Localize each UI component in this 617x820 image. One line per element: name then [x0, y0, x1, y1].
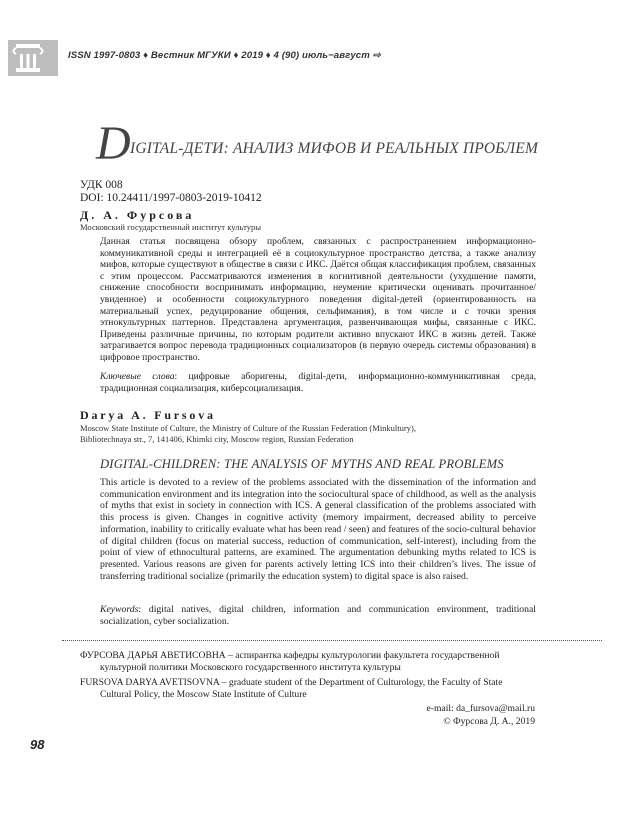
keywords-text-ru: : цифровые аборигены, digital-дети, информационно-коммуникативная среда, традиционная социализация, киберсоциализация.: [100, 371, 536, 394]
title-rest: IGITAL-ДЕТИ: АНАЛИЗ МИФОВ И РЕАЛЬНЫХ ПРОБЛЕМ: [130, 140, 539, 157]
bio-ru-line-1: ФУРСОВА ДАРЬЯ АВЕТИСОВНА – аспирантка кафедры культурологии факультета государственной: [80, 650, 500, 661]
copyright: © Фурсова Д. А., 2019: [443, 716, 535, 727]
article-title-ru: [96, 117, 566, 176]
keywords-text-en: : digital natives, digital children, information and communication environment, traditional socialization, cyber socialization.: [100, 604, 536, 627]
journal-header: ISSN 1997-0803 ♦ Вестник МГУКИ ♦ 2019 ♦ 4 (90) июль−август ⇨: [68, 50, 381, 61]
keywords-ru: [100, 371, 536, 394]
doi: DOI: 10.24411/1997-0803-2019-10412: [80, 192, 262, 204]
author-name-en: Darya A. Fursova: [80, 408, 216, 422]
keywords-label-ru: Ключевые слова: [100, 371, 175, 382]
affiliation-line-1: Moscow State Institute of Culture, the Ministry of Culture of the Russian Federation (Minkultury),: [80, 423, 416, 433]
author-bio-en: [80, 677, 540, 700]
author-bio-ru: [80, 650, 540, 673]
bio-ru-line-2: культурной политики Московского государственного института культуры: [100, 661, 401, 673]
author-name-ru: Д. А. Фурсова: [80, 208, 195, 222]
abstract-ru: Данная статья посвящена обзору проблем, связанных с распространением информационно-коммуникативной среды и интеграцией её в социокультурное пространство детства, а также анализу мифов, которые существуют в обществе в связи с ИКС. Даётся общая классификация проблем, связанных с этим процессом. Рассматриваются изменения в когнитивной деятельности (ухудшение памяти, снижение способности воспринимать информацию, неумение критически оценивать прочитанное/увиденное) и особенности социокультурного поведения digital-детей (ориентированность на материальный успех, редуцирование общения, сельфимания), в том числе и с точки зрения этнокультурных паттернов. Представлена аргументация, развенчивающая мифы, связанные с ИКС. Приведены различные причины, по которым родители активно впускают ИКС в жизнь детей. Также затрагивается вопрос перевода традиционных социализаторов (в первую очередь системы образования) в цифровое пространство.: [100, 236, 536, 363]
page-number: 98: [30, 737, 45, 752]
keywords-en: [100, 604, 536, 627]
bio-en-line-1: FURSOVA DARYA AVETISOVNA – graduate student of the Department of Culturology, the Faculty of State: [80, 677, 503, 688]
author-email: e-mail: da_fursova@mail.ru: [426, 703, 535, 714]
affiliation-line-2: Bibliotechnaya str., 7, 141406, Khimki city, Moscow region, Russian Federation: [80, 434, 354, 444]
author-affiliation-en: [80, 423, 520, 445]
title-initial: D: [96, 117, 131, 170]
keywords-label-en: Keywords: [100, 604, 139, 615]
udk: УДК 008: [80, 179, 123, 191]
article-title-en: DIGITAL-CHILDREN: THE ANALYSIS OF MYTHS AND REAL PROBLEMS: [100, 457, 504, 471]
journal-logo-icon: [8, 40, 58, 76]
abstract-en: This article is devoted to a review of the problems associated with the dissemination of the information and communication environment and its integration into the sociocultural space of childhood, as well as the analysis of myths that exist in society in connection with ICS. A general classification of the problems associated with this process is given. Changes in cognitive activity (memory impairment, decreased ability to perceive information, inability to critically evaluate what has been read / seen) and features of the socio-cultural behavior of digital children (focus on material success, reduction of communication, self-interest), including from the point of view of ethnocultural patterns, are examined. The argumentation debunking myths related to ICS is presented. Various reasons are given for parents actively letting ICS into their children’s lives. The issue of transferring traditional socialize (primarily the education system) to digital space is also raised.: [100, 477, 536, 582]
section-divider: [62, 640, 602, 641]
bio-en-line-2: Cultural Policy, the Moscow State Institute of Culture: [100, 688, 307, 700]
author-affiliation-ru: Московский государственный институт культуры: [80, 222, 262, 232]
